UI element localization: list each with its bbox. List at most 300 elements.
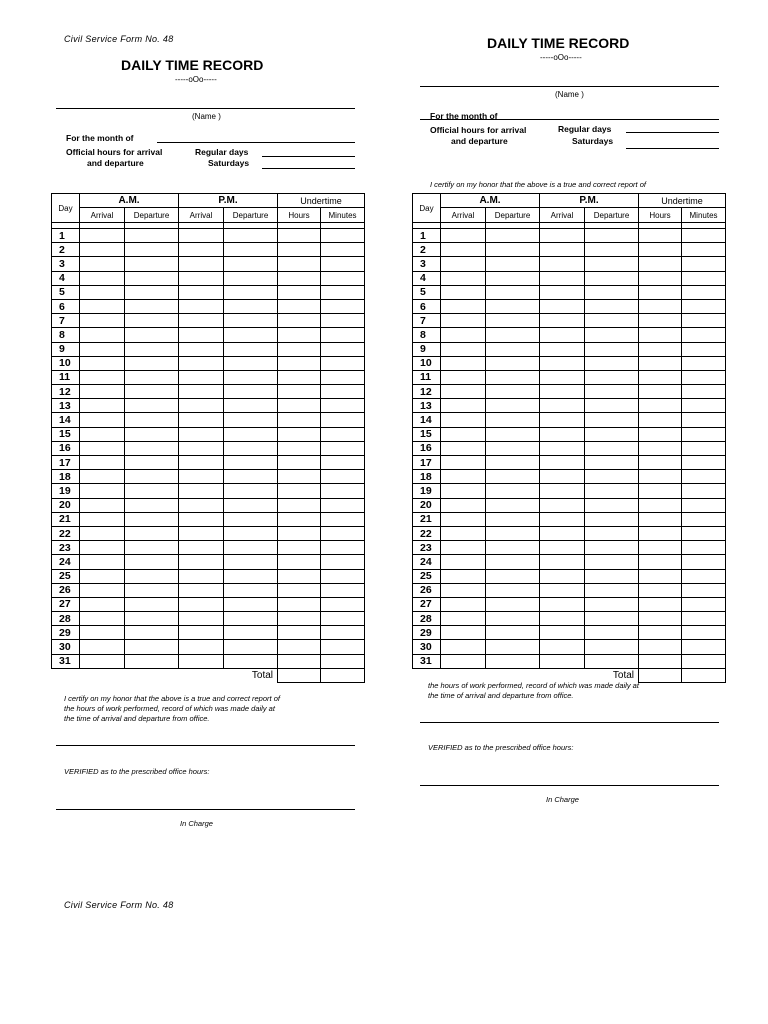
time-entry-cell[interactable]	[486, 526, 540, 540]
time-entry-cell[interactable]	[125, 456, 179, 470]
time-entry-cell[interactable]	[682, 512, 726, 526]
time-entry-cell[interactable]	[278, 512, 321, 526]
time-entry-cell[interactable]	[278, 285, 321, 299]
time-entry-cell[interactable]	[125, 555, 179, 569]
time-entry-cell[interactable]	[224, 612, 278, 626]
time-entry-cell[interactable]	[441, 583, 486, 597]
time-entry-cell[interactable]	[278, 541, 321, 555]
time-entry-cell[interactable]	[639, 427, 682, 441]
time-entry-cell[interactable]	[321, 427, 365, 441]
time-entry-cell[interactable]	[682, 526, 726, 540]
time-entry-cell[interactable]	[441, 299, 486, 313]
time-entry-cell[interactable]	[321, 583, 365, 597]
time-entry-cell[interactable]	[682, 583, 726, 597]
time-entry-cell[interactable]	[639, 413, 682, 427]
name-line[interactable]	[56, 108, 355, 109]
time-entry-cell[interactable]	[278, 583, 321, 597]
time-entry-cell[interactable]	[585, 441, 639, 455]
time-entry-cell[interactable]	[585, 413, 639, 427]
time-entry-cell[interactable]	[224, 441, 278, 455]
time-entry-cell[interactable]	[682, 569, 726, 583]
time-entry-cell[interactable]	[224, 597, 278, 611]
time-entry-cell[interactable]	[639, 541, 682, 555]
time-entry-cell[interactable]	[441, 285, 486, 299]
time-entry-cell[interactable]	[224, 541, 278, 555]
time-entry-cell[interactable]	[441, 555, 486, 569]
time-entry-cell[interactable]	[179, 243, 224, 257]
total-hours-cell[interactable]	[639, 668, 682, 682]
time-entry-cell[interactable]	[682, 299, 726, 313]
time-entry-cell[interactable]	[80, 328, 125, 342]
time-entry-cell[interactable]	[278, 385, 321, 399]
time-entry-cell[interactable]	[540, 654, 585, 668]
time-entry-cell[interactable]	[224, 399, 278, 413]
time-entry-cell[interactable]	[321, 512, 365, 526]
time-entry-cell[interactable]	[441, 626, 486, 640]
time-entry-cell[interactable]	[125, 626, 179, 640]
time-entry-cell[interactable]	[441, 427, 486, 441]
time-entry-cell[interactable]	[80, 512, 125, 526]
time-entry-cell[interactable]	[179, 441, 224, 455]
time-entry-cell[interactable]	[585, 470, 639, 484]
signature-line[interactable]	[56, 745, 355, 746]
time-entry-cell[interactable]	[224, 314, 278, 328]
time-entry-cell[interactable]	[125, 526, 179, 540]
time-entry-cell[interactable]	[80, 243, 125, 257]
time-entry-cell[interactable]	[585, 314, 639, 328]
time-entry-cell[interactable]	[585, 456, 639, 470]
time-entry-cell[interactable]	[639, 526, 682, 540]
time-entry-cell[interactable]	[80, 342, 125, 356]
time-entry-cell[interactable]	[179, 385, 224, 399]
time-entry-cell[interactable]	[80, 427, 125, 441]
time-entry-cell[interactable]	[682, 356, 726, 370]
time-entry-cell[interactable]	[639, 597, 682, 611]
time-entry-cell[interactable]	[125, 498, 179, 512]
time-entry-cell[interactable]	[682, 399, 726, 413]
time-entry-cell[interactable]	[540, 597, 585, 611]
time-entry-cell[interactable]	[179, 569, 224, 583]
time-entry-cell[interactable]	[682, 640, 726, 654]
time-entry-cell[interactable]	[639, 470, 682, 484]
time-entry-cell[interactable]	[540, 299, 585, 313]
time-entry-cell[interactable]	[179, 271, 224, 285]
time-entry-cell[interactable]	[278, 328, 321, 342]
time-entry-cell[interactable]	[179, 314, 224, 328]
time-entry-cell[interactable]	[585, 526, 639, 540]
saturdays-line[interactable]	[626, 148, 719, 149]
time-entry-cell[interactable]	[321, 597, 365, 611]
time-entry-cell[interactable]	[80, 314, 125, 328]
time-entry-cell[interactable]	[80, 583, 125, 597]
time-entry-cell[interactable]	[224, 470, 278, 484]
time-entry-cell[interactable]	[125, 654, 179, 668]
time-entry-cell[interactable]	[441, 399, 486, 413]
time-entry-cell[interactable]	[639, 484, 682, 498]
time-entry-cell[interactable]	[278, 427, 321, 441]
time-entry-cell[interactable]	[540, 456, 585, 470]
time-entry-cell[interactable]	[585, 612, 639, 626]
time-entry-cell[interactable]	[179, 498, 224, 512]
time-entry-cell[interactable]	[486, 541, 540, 555]
time-entry-cell[interactable]	[585, 555, 639, 569]
time-entry-cell[interactable]	[441, 526, 486, 540]
time-entry-cell[interactable]	[278, 299, 321, 313]
time-entry-cell[interactable]	[278, 243, 321, 257]
time-entry-cell[interactable]	[224, 370, 278, 384]
time-entry-cell[interactable]	[639, 257, 682, 271]
time-entry-cell[interactable]	[224, 285, 278, 299]
time-entry-cell[interactable]	[540, 427, 585, 441]
time-entry-cell[interactable]	[80, 370, 125, 384]
time-entry-cell[interactable]	[125, 597, 179, 611]
time-entry-cell[interactable]	[486, 654, 540, 668]
time-entry-cell[interactable]	[321, 356, 365, 370]
time-entry-cell[interactable]	[179, 257, 224, 271]
signature-line[interactable]	[420, 722, 719, 723]
time-entry-cell[interactable]	[224, 243, 278, 257]
time-entry-cell[interactable]	[80, 285, 125, 299]
time-entry-cell[interactable]	[486, 512, 540, 526]
time-entry-cell[interactable]	[585, 229, 639, 243]
time-entry-cell[interactable]	[585, 342, 639, 356]
time-entry-cell[interactable]	[639, 441, 682, 455]
time-entry-cell[interactable]	[224, 654, 278, 668]
time-entry-cell[interactable]	[179, 299, 224, 313]
time-entry-cell[interactable]	[585, 399, 639, 413]
time-entry-cell[interactable]	[80, 640, 125, 654]
time-entry-cell[interactable]	[224, 583, 278, 597]
time-entry-cell[interactable]	[585, 654, 639, 668]
time-entry-cell[interactable]	[278, 597, 321, 611]
time-entry-cell[interactable]	[585, 484, 639, 498]
time-entry-cell[interactable]	[682, 470, 726, 484]
time-entry-cell[interactable]	[682, 328, 726, 342]
time-entry-cell[interactable]	[682, 285, 726, 299]
time-entry-cell[interactable]	[278, 257, 321, 271]
time-entry-cell[interactable]	[80, 257, 125, 271]
time-entry-cell[interactable]	[125, 314, 179, 328]
time-entry-cell[interactable]	[540, 512, 585, 526]
time-entry-cell[interactable]	[639, 498, 682, 512]
time-entry-cell[interactable]	[179, 456, 224, 470]
time-entry-cell[interactable]	[540, 356, 585, 370]
time-entry-cell[interactable]	[486, 314, 540, 328]
time-entry-cell[interactable]	[585, 498, 639, 512]
time-entry-cell[interactable]	[441, 654, 486, 668]
time-entry-cell[interactable]	[278, 413, 321, 427]
in-charge-signature-line[interactable]	[56, 809, 355, 810]
name-line[interactable]	[420, 86, 719, 87]
time-entry-cell[interactable]	[441, 612, 486, 626]
time-entry-cell[interactable]	[486, 569, 540, 583]
time-entry-cell[interactable]	[321, 342, 365, 356]
time-entry-cell[interactable]	[639, 654, 682, 668]
time-entry-cell[interactable]	[540, 612, 585, 626]
time-entry-cell[interactable]	[585, 370, 639, 384]
time-entry-cell[interactable]	[179, 541, 224, 555]
time-entry-cell[interactable]	[125, 299, 179, 313]
time-entry-cell[interactable]	[585, 328, 639, 342]
time-entry-cell[interactable]	[639, 399, 682, 413]
time-entry-cell[interactable]	[486, 470, 540, 484]
time-entry-cell[interactable]	[321, 654, 365, 668]
time-entry-cell[interactable]	[179, 640, 224, 654]
time-entry-cell[interactable]	[486, 243, 540, 257]
time-entry-cell[interactable]	[224, 299, 278, 313]
time-entry-cell[interactable]	[224, 328, 278, 342]
time-entry-cell[interactable]	[80, 299, 125, 313]
time-entry-cell[interactable]	[486, 640, 540, 654]
time-entry-cell[interactable]	[639, 640, 682, 654]
time-entry-cell[interactable]	[639, 271, 682, 285]
time-entry-cell[interactable]	[278, 314, 321, 328]
time-entry-cell[interactable]	[321, 626, 365, 640]
time-entry-cell[interactable]	[321, 484, 365, 498]
time-entry-cell[interactable]	[585, 243, 639, 257]
time-entry-cell[interactable]	[321, 271, 365, 285]
time-entry-cell[interactable]	[441, 541, 486, 555]
time-entry-cell[interactable]	[441, 243, 486, 257]
time-entry-cell[interactable]	[486, 285, 540, 299]
time-entry-cell[interactable]	[540, 399, 585, 413]
time-entry-cell[interactable]	[486, 597, 540, 611]
time-entry-cell[interactable]	[441, 271, 486, 285]
time-entry-cell[interactable]	[682, 456, 726, 470]
time-entry-cell[interactable]	[682, 498, 726, 512]
time-entry-cell[interactable]	[486, 356, 540, 370]
time-entry-cell[interactable]	[639, 314, 682, 328]
time-entry-cell[interactable]	[441, 385, 486, 399]
time-entry-cell[interactable]	[278, 356, 321, 370]
time-entry-cell[interactable]	[125, 328, 179, 342]
time-entry-cell[interactable]	[585, 512, 639, 526]
time-entry-cell[interactable]	[585, 257, 639, 271]
time-entry-cell[interactable]	[179, 597, 224, 611]
time-entry-cell[interactable]	[682, 314, 726, 328]
time-entry-cell[interactable]	[639, 229, 682, 243]
time-entry-cell[interactable]	[224, 271, 278, 285]
total-minutes-cell[interactable]	[682, 668, 726, 682]
time-entry-cell[interactable]	[540, 370, 585, 384]
time-entry-cell[interactable]	[540, 569, 585, 583]
time-entry-cell[interactable]	[80, 569, 125, 583]
time-entry-cell[interactable]	[321, 569, 365, 583]
time-entry-cell[interactable]	[179, 654, 224, 668]
time-entry-cell[interactable]	[321, 456, 365, 470]
time-entry-cell[interactable]	[639, 555, 682, 569]
time-entry-cell[interactable]	[486, 413, 540, 427]
time-entry-cell[interactable]	[224, 427, 278, 441]
time-entry-cell[interactable]	[80, 612, 125, 626]
time-entry-cell[interactable]	[682, 229, 726, 243]
time-entry-cell[interactable]	[540, 583, 585, 597]
time-entry-cell[interactable]	[486, 427, 540, 441]
time-entry-cell[interactable]	[486, 612, 540, 626]
time-entry-cell[interactable]	[125, 370, 179, 384]
time-entry-cell[interactable]	[224, 626, 278, 640]
time-entry-cell[interactable]	[540, 314, 585, 328]
time-entry-cell[interactable]	[80, 356, 125, 370]
time-entry-cell[interactable]	[639, 285, 682, 299]
time-entry-cell[interactable]	[540, 541, 585, 555]
time-entry-cell[interactable]	[179, 484, 224, 498]
time-entry-cell[interactable]	[125, 385, 179, 399]
time-entry-cell[interactable]	[278, 484, 321, 498]
time-entry-cell[interactable]	[224, 526, 278, 540]
time-entry-cell[interactable]	[682, 342, 726, 356]
time-entry-cell[interactable]	[80, 413, 125, 427]
total-minutes-cell[interactable]	[321, 668, 365, 682]
time-entry-cell[interactable]	[486, 271, 540, 285]
time-entry-cell[interactable]	[540, 526, 585, 540]
time-entry-cell[interactable]	[682, 626, 726, 640]
time-entry-cell[interactable]	[224, 356, 278, 370]
time-entry-cell[interactable]	[179, 626, 224, 640]
time-entry-cell[interactable]	[682, 413, 726, 427]
time-entry-cell[interactable]	[321, 612, 365, 626]
time-entry-cell[interactable]	[224, 257, 278, 271]
time-entry-cell[interactable]	[80, 441, 125, 455]
time-entry-cell[interactable]	[125, 612, 179, 626]
time-entry-cell[interactable]	[639, 512, 682, 526]
time-entry-cell[interactable]	[179, 413, 224, 427]
time-entry-cell[interactable]	[682, 385, 726, 399]
month-line[interactable]	[420, 119, 719, 120]
time-entry-cell[interactable]	[321, 413, 365, 427]
time-entry-cell[interactable]	[585, 285, 639, 299]
time-entry-cell[interactable]	[179, 399, 224, 413]
time-entry-cell[interactable]	[486, 399, 540, 413]
time-entry-cell[interactable]	[179, 512, 224, 526]
time-entry-cell[interactable]	[321, 328, 365, 342]
time-entry-cell[interactable]	[639, 342, 682, 356]
time-entry-cell[interactable]	[321, 257, 365, 271]
time-entry-cell[interactable]	[540, 498, 585, 512]
time-entry-cell[interactable]	[125, 285, 179, 299]
time-entry-cell[interactable]	[224, 484, 278, 498]
time-entry-cell[interactable]	[278, 640, 321, 654]
saturdays-line[interactable]	[262, 168, 355, 169]
time-entry-cell[interactable]	[125, 640, 179, 654]
time-entry-cell[interactable]	[486, 456, 540, 470]
time-entry-cell[interactable]	[278, 399, 321, 413]
time-entry-cell[interactable]	[80, 597, 125, 611]
time-entry-cell[interactable]	[441, 342, 486, 356]
time-entry-cell[interactable]	[321, 541, 365, 555]
time-entry-cell[interactable]	[486, 441, 540, 455]
time-entry-cell[interactable]	[486, 229, 540, 243]
time-entry-cell[interactable]	[80, 626, 125, 640]
time-entry-cell[interactable]	[682, 257, 726, 271]
time-entry-cell[interactable]	[441, 441, 486, 455]
time-entry-cell[interactable]	[540, 257, 585, 271]
time-entry-cell[interactable]	[585, 569, 639, 583]
time-entry-cell[interactable]	[486, 626, 540, 640]
time-entry-cell[interactable]	[540, 342, 585, 356]
time-entry-cell[interactable]	[278, 612, 321, 626]
time-entry-cell[interactable]	[125, 583, 179, 597]
time-entry-cell[interactable]	[125, 413, 179, 427]
time-entry-cell[interactable]	[682, 541, 726, 555]
time-entry-cell[interactable]	[441, 356, 486, 370]
time-entry-cell[interactable]	[224, 413, 278, 427]
time-entry-cell[interactable]	[540, 229, 585, 243]
time-entry-cell[interactable]	[224, 512, 278, 526]
time-entry-cell[interactable]	[125, 342, 179, 356]
time-entry-cell[interactable]	[639, 569, 682, 583]
time-entry-cell[interactable]	[441, 413, 486, 427]
time-entry-cell[interactable]	[125, 441, 179, 455]
time-entry-cell[interactable]	[179, 470, 224, 484]
time-entry-cell[interactable]	[321, 498, 365, 512]
time-entry-cell[interactable]	[441, 484, 486, 498]
time-entry-cell[interactable]	[540, 640, 585, 654]
time-entry-cell[interactable]	[486, 385, 540, 399]
time-entry-cell[interactable]	[125, 427, 179, 441]
time-entry-cell[interactable]	[321, 229, 365, 243]
time-entry-cell[interactable]	[80, 385, 125, 399]
time-entry-cell[interactable]	[179, 328, 224, 342]
time-entry-cell[interactable]	[441, 640, 486, 654]
time-entry-cell[interactable]	[441, 512, 486, 526]
time-entry-cell[interactable]	[540, 413, 585, 427]
time-entry-cell[interactable]	[321, 470, 365, 484]
time-entry-cell[interactable]	[486, 342, 540, 356]
time-entry-cell[interactable]	[278, 456, 321, 470]
time-entry-cell[interactable]	[540, 243, 585, 257]
time-entry-cell[interactable]	[682, 441, 726, 455]
time-entry-cell[interactable]	[540, 385, 585, 399]
time-entry-cell[interactable]	[278, 626, 321, 640]
time-entry-cell[interactable]	[179, 583, 224, 597]
time-entry-cell[interactable]	[639, 456, 682, 470]
time-entry-cell[interactable]	[321, 385, 365, 399]
time-entry-cell[interactable]	[441, 328, 486, 342]
time-entry-cell[interactable]	[125, 512, 179, 526]
time-entry-cell[interactable]	[486, 555, 540, 569]
time-entry-cell[interactable]	[682, 484, 726, 498]
time-entry-cell[interactable]	[639, 328, 682, 342]
time-entry-cell[interactable]	[321, 299, 365, 313]
time-entry-cell[interactable]	[224, 456, 278, 470]
time-entry-cell[interactable]	[278, 271, 321, 285]
time-entry-cell[interactable]	[80, 399, 125, 413]
time-entry-cell[interactable]	[585, 356, 639, 370]
time-entry-cell[interactable]	[639, 385, 682, 399]
time-entry-cell[interactable]	[540, 470, 585, 484]
time-entry-cell[interactable]	[441, 370, 486, 384]
time-entry-cell[interactable]	[540, 285, 585, 299]
time-entry-cell[interactable]	[125, 271, 179, 285]
time-entry-cell[interactable]	[80, 271, 125, 285]
time-entry-cell[interactable]	[321, 370, 365, 384]
time-entry-cell[interactable]	[125, 541, 179, 555]
time-entry-cell[interactable]	[585, 271, 639, 285]
time-entry-cell[interactable]	[179, 342, 224, 356]
time-entry-cell[interactable]	[80, 541, 125, 555]
time-entry-cell[interactable]	[682, 597, 726, 611]
time-entry-cell[interactable]	[441, 229, 486, 243]
time-entry-cell[interactable]	[682, 370, 726, 384]
time-entry-cell[interactable]	[321, 526, 365, 540]
time-entry-cell[interactable]	[125, 484, 179, 498]
time-entry-cell[interactable]	[80, 229, 125, 243]
time-entry-cell[interactable]	[179, 612, 224, 626]
time-entry-cell[interactable]	[125, 257, 179, 271]
time-entry-cell[interactable]	[321, 555, 365, 569]
time-entry-cell[interactable]	[585, 597, 639, 611]
